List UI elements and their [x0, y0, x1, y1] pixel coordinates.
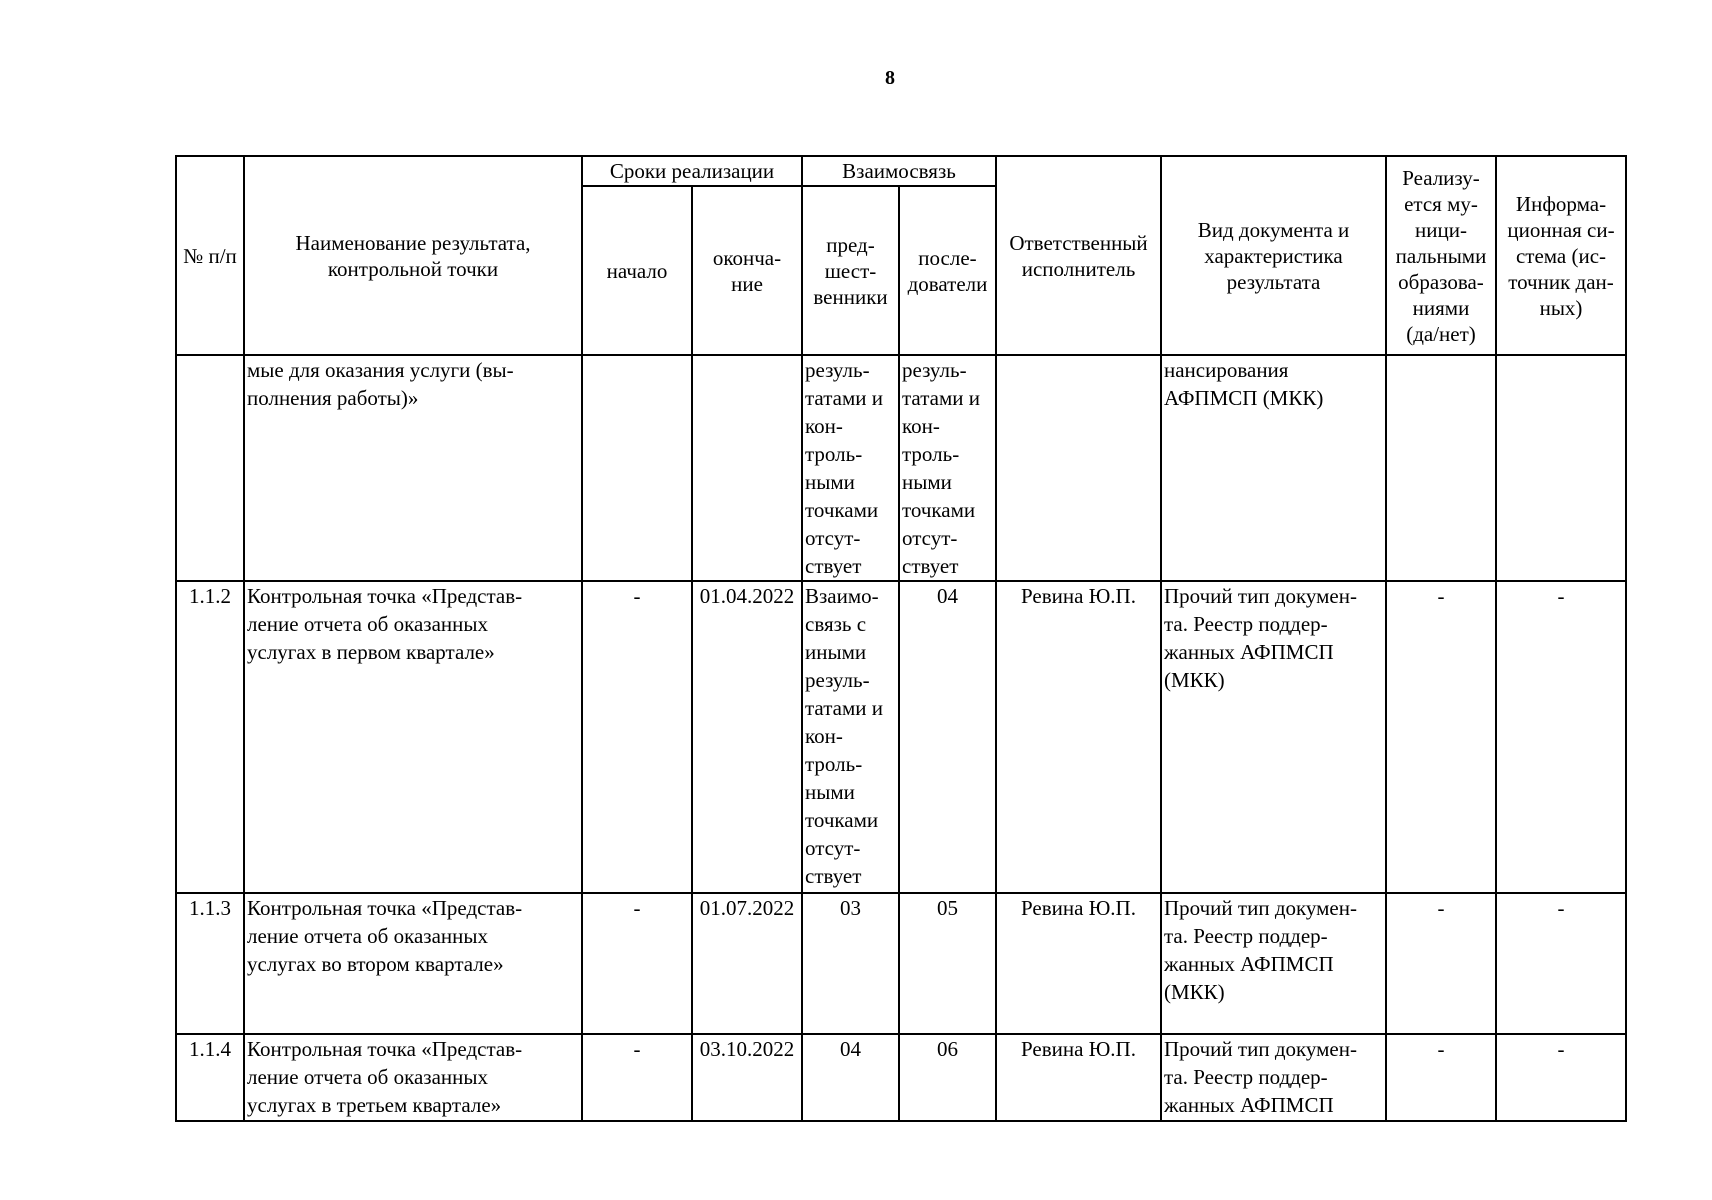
header-doc: Вид документа и характеристика результата	[1161, 156, 1386, 355]
cell-infosys	[1496, 355, 1626, 581]
cell-name: Контрольная точка «Представ- ление отчета об оказанных услугах в первом квартале»	[244, 581, 582, 893]
cell-start: -	[582, 893, 692, 1034]
cell-predecessors: резуль- татами и кон- троль- ными точками отсут- ствует	[802, 355, 899, 581]
table-row	[176, 581, 1626, 893]
cell-doc: нансирования АФПМСП (МКК)	[1161, 355, 1386, 581]
header-start: начало	[582, 186, 692, 355]
cell-infosys: -	[1496, 1034, 1626, 1121]
table-row	[176, 893, 1626, 1034]
cell-municipal: -	[1386, 1034, 1496, 1121]
cell-predecessors: 03	[802, 893, 899, 1034]
cell-infosys: -	[1496, 581, 1626, 893]
cell-end	[692, 355, 802, 581]
table-row	[176, 1034, 1626, 1121]
header-successors: после- дователи	[899, 186, 996, 355]
cell-name: мые для оказания услуги (вы- полнения работы)»	[244, 355, 582, 581]
cell-successors: 04	[899, 581, 996, 893]
table-row	[176, 355, 1626, 581]
cell-num: 1.1.4	[176, 1034, 244, 1121]
cell-predecessors: 04	[802, 1034, 899, 1121]
cell-start: -	[582, 581, 692, 893]
header-responsible: Ответственный исполнитель	[996, 156, 1161, 355]
cell-doc: Прочий тип докумен- та. Реестр поддер- жанных АФПМСП (МКК)	[1161, 893, 1386, 1034]
header-link-group: Взаимосвязь	[802, 156, 996, 186]
header-municipal: Реализу- ется му- ници- пальными образова- ниями (да/нет)	[1386, 156, 1496, 355]
cell-responsible: Ревина Ю.П.	[996, 581, 1161, 893]
cell-infosys: -	[1496, 893, 1626, 1034]
cell-successors: 05	[899, 893, 996, 1034]
header-predecessors: пред- шест- венники	[802, 186, 899, 355]
cell-end: 01.07.2022	[692, 893, 802, 1034]
cell-name: Контрольная точка «Представ- ление отчета об оказанных услугах в третьем квартале»	[244, 1034, 582, 1121]
header-terms-group: Сроки реализации	[582, 156, 802, 186]
header-num: № п/п	[176, 156, 244, 355]
cell-municipal: -	[1386, 893, 1496, 1034]
page-number: 8	[885, 67, 895, 89]
cell-municipal: -	[1386, 581, 1496, 893]
plan-table	[175, 155, 1627, 1122]
cell-start	[582, 355, 692, 581]
cell-end: 03.10.2022	[692, 1034, 802, 1121]
cell-municipal	[1386, 355, 1496, 581]
header-end: оконча- ние	[692, 186, 802, 355]
header-infosys: Информа- ционная си- стема (ис- точник дан- ных)	[1496, 156, 1626, 355]
header-name: Наименование результата, контрольной точки	[244, 156, 582, 355]
cell-end: 01.04.2022	[692, 581, 802, 893]
cell-successors: 06	[899, 1034, 996, 1121]
cell-num	[176, 355, 244, 581]
cell-num: 1.1.2	[176, 581, 244, 893]
cell-responsible: Ревина Ю.П.	[996, 893, 1161, 1034]
cell-num: 1.1.3	[176, 893, 244, 1034]
header-row-1	[176, 156, 1626, 186]
cell-responsible: Ревина Ю.П.	[996, 1034, 1161, 1121]
cell-successors: резуль- татами и кон- троль- ными точками отсут- ствует	[899, 355, 996, 581]
cell-predecessors: Взаимо- связь с иными резуль- татами и кон- троль- ными точками отсут- ствует	[802, 581, 899, 893]
cell-name: Контрольная точка «Представ- ление отчета об оказанных услугах во втором квартале»	[244, 893, 582, 1034]
cell-doc: Прочий тип докумен- та. Реестр поддер- жанных АФПМСП (МКК)	[1161, 581, 1386, 893]
cell-start: -	[582, 1034, 692, 1121]
cell-doc: Прочий тип докумен- та. Реестр поддер- жанных АФПМСП	[1161, 1034, 1386, 1121]
cell-responsible	[996, 355, 1161, 581]
